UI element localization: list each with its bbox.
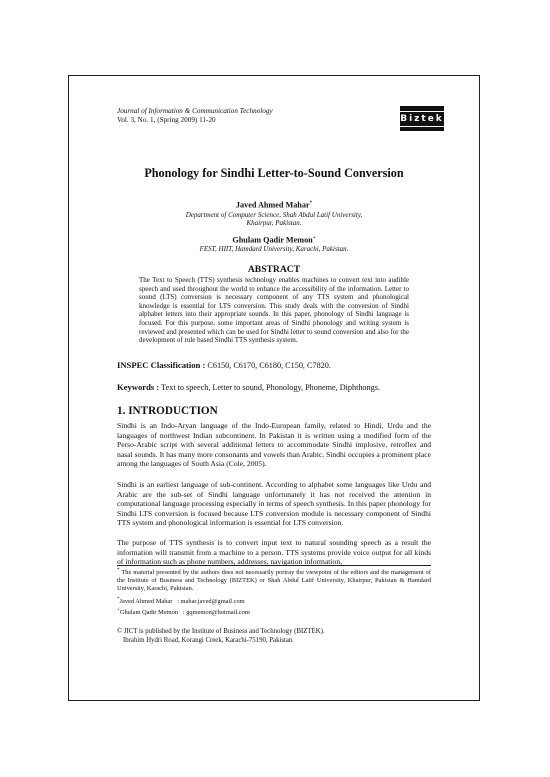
abstract-heading: ABSTRACT (247, 264, 301, 275)
copyright-line-1: © JICT is published by the Institute of Business and Technology (BIZTEK). (117, 628, 325, 635)
author-1-mark: * (309, 201, 313, 206)
inspec-label: INSPEC Classification : (117, 360, 206, 370)
keywords-label: Keywords : (117, 382, 160, 392)
intro-paragraph-3: The purpose of TTS synthesis is to convert input text to natural sounding speech as a result the information will transmit from a machine to a person. TTS systems provide voice output for all kinds of information such as phone numbers, addresses, navigation information, (117, 538, 431, 566)
section-heading-introduction: 1. INTRODUCTION (117, 405, 218, 417)
copyright-notice (117, 628, 431, 645)
footnote-email-1: *Javed Ahmed Mahar : mahar.javed@gmail.com (117, 597, 245, 606)
paper-title: Phonology for Sindhi Letter-to-Sound Conversion (144, 166, 404, 180)
inspec-value: C6150, C6170, C6180, C150, C7820. (207, 361, 331, 370)
email-2-address: : gqmemon@hotmail.com (182, 609, 250, 617)
author-2-name: Ghulam Qadir Memon (232, 235, 313, 245)
footnote-divider (117, 565, 431, 566)
author-1 (117, 198, 431, 211)
journal-volume: Vol. 3, No. 1, (Spring 2009) 11-20 (117, 116, 216, 124)
abstract-text: The Text to Speech (TTS) synthesis technology enables machines to convert text into audible speech and used throughout the world to enhance the accessibility of the information. Letter to sound (LTS) conversion is necessary component of any TTS system and phonological knowledge is essential for LTS conversion. This study deals with the conversion of Sindhi alphabet letters into their appropriate sounds. In this paper, phonology of Sindhi language is focused. For this purpose, some important areas of Sindhi phonology and writing system is reviewed and presented which can be used for Sindhi letter to sound conversion and also for the development of rule based Sindhi TTS synthesis system. (139, 276, 409, 345)
email-2-name: Ghulam Qadir Memon (119, 609, 179, 617)
footnote-disclaimer: * The material presented by the authors does not necessarily portray the viewpoint of the editors and the management of the Institute of Business and Technology (BIZTEK) or Shah Abdul Latif University, Khairpur, Pakistan & Hamdard University, Karachi, Pakistan. (117, 568, 432, 592)
inspec-classification (117, 360, 447, 370)
author-1-name: Javed Ahmed Mahar (235, 200, 310, 210)
journal-name: Journal of Information & Communication Technology (117, 107, 273, 115)
author-2 (117, 233, 431, 246)
intro-paragraph-2: Sindhi is an earliest language of sub-continent. According to alphabet some languages like Urdu and Arabic are the sub-set of Sindhi language unfortunately it has not received the attention in computational language processing especially in terms of speech synthesis. In this paper phonology for Sindhi LTS conversion is focused because LTS conversion module is necessary component of Sindhi TTS system and phonological information is essential for LTS conversion. (117, 480, 431, 527)
copyright-line-2: Ibrahim Hydri Road, Korangi Creek, Karachi-75190, Pakistan. (123, 636, 295, 644)
author-block (117, 198, 431, 254)
intro-paragraph-1: Sindhi is an Indo-Aryan language of the Indo-European family, related to Hindi, Urdu and the languages of northwest Indian subcontinent. In Pakistan it is written using a modified form of the Perso-Arabic script with several additional letters to accommodate Sindhi implosive, retroflex and nasal sounds. It has many more consonants and vowels than Arabic. Sindhi occupies a prominent place among the languages of South Asia (Cole, 2005). (117, 421, 431, 468)
author-2-mark: + (312, 235, 316, 241)
footnote-email-2: +Ghulam Qadir Memon : gqmemon@hotmail.com (117, 608, 250, 617)
disclaimer-text: The material presented by the authors does not necessarily portray the viewpoint of the editors and the management of the Institute of Business and Technology (BIZTEK) or Shah Abdul Latif University, Khairpur, Pakistan & Hamdard University, Karachi, Pakistan. (117, 569, 432, 592)
journal-header (117, 107, 431, 125)
author-1-affiliation: Department of Computer Science, Shah Abdul Latif University, Khairpur, Pakistan. (185, 210, 363, 228)
keywords (117, 382, 447, 392)
keywords-value: Text to speech, Letter to sound, Phonology, Phoneme, Diphthongs. (161, 383, 380, 392)
logo-text: Biztek (396, 111, 448, 127)
email-1-name: Javed Ahmed Mahar (119, 598, 173, 606)
email-1-address: : mahar.javed@gmail.com (177, 598, 245, 606)
author-2-affiliation: FEST, HIIT, Hamdard University, Karachi, Pakistan. (199, 245, 349, 254)
biztek-logo (400, 106, 444, 131)
